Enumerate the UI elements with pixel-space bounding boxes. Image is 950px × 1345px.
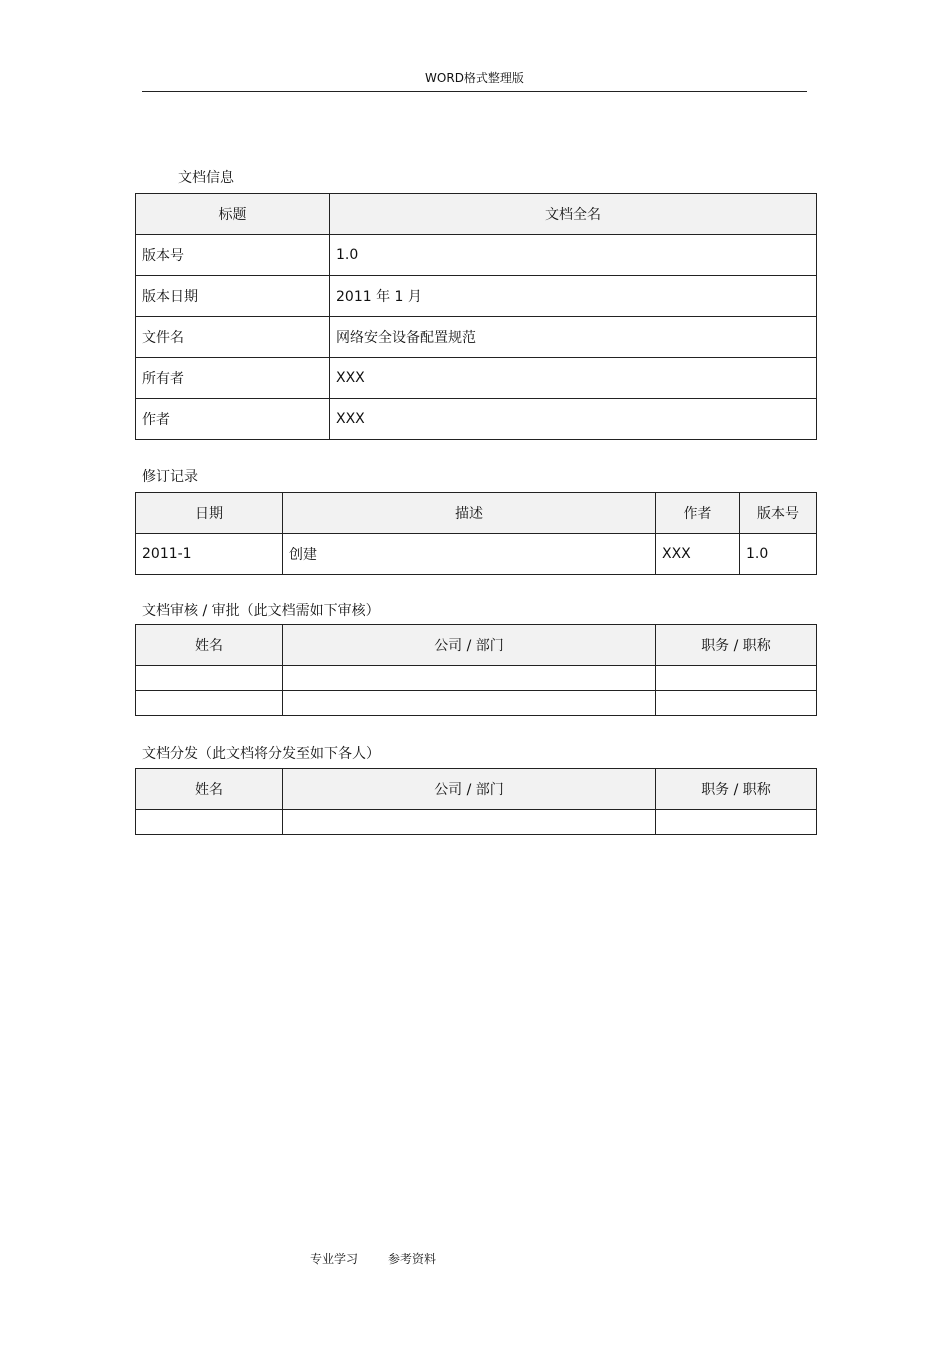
distribution-head-department: 公司 / 部门	[283, 769, 656, 810]
distribution-head-name: 姓名	[136, 769, 283, 810]
doc-info-value: XXX	[330, 399, 817, 440]
empty-cell	[656, 810, 817, 835]
empty-cell	[283, 810, 656, 835]
doc-info-label: 作者	[136, 399, 330, 440]
empty-cell	[656, 691, 817, 716]
revision-description: 创建	[283, 534, 656, 575]
table-row	[136, 317, 817, 358]
revision-header-row	[136, 493, 817, 534]
doc-info-label: 文件名	[136, 317, 330, 358]
table-row	[136, 691, 817, 716]
doc-info-value: 网络安全设备配置规范	[330, 317, 817, 358]
review-caption: 文档审核 / 审批（此文档需如下审核）	[142, 603, 380, 619]
revision-author: XXX	[656, 534, 740, 575]
revision-date: 2011-1	[136, 534, 283, 575]
distribution-caption: 文档分发（此文档将分发至如下各人）	[142, 746, 380, 762]
table-row	[136, 276, 817, 317]
header-divider	[142, 91, 807, 92]
empty-cell	[136, 691, 283, 716]
page-header-title: WORD格式整理版	[425, 71, 524, 85]
empty-cell	[136, 666, 283, 691]
doc-info-label: 所有者	[136, 358, 330, 399]
distribution-header-row	[136, 769, 817, 810]
revision-head-description: 描述	[283, 493, 656, 534]
table-row	[136, 534, 817, 575]
empty-cell	[136, 810, 283, 835]
doc-info-head-fullname: 文档全名	[330, 194, 817, 235]
table-row	[136, 235, 817, 276]
doc-info-value: XXX	[330, 358, 817, 399]
doc-info-label: 版本日期	[136, 276, 330, 317]
table-row	[136, 399, 817, 440]
table-row	[136, 810, 817, 835]
table-row	[136, 358, 817, 399]
revision-table	[135, 492, 817, 575]
doc-info-value: 1.0	[330, 235, 817, 276]
footer-right-text: 参考资料	[388, 1252, 437, 1266]
revision-version: 1.0	[740, 534, 817, 575]
revision-caption: 修订记录	[142, 469, 198, 485]
review-head-department: 公司 / 部门	[283, 625, 656, 666]
doc-info-value: 2011 年 1 月	[330, 276, 817, 317]
empty-cell	[656, 666, 817, 691]
doc-info-caption: 文档信息	[178, 170, 234, 186]
footer-left-text: 专业学习	[310, 1252, 359, 1266]
table-row	[136, 666, 817, 691]
distribution-head-title: 职务 / 职称	[656, 769, 817, 810]
review-head-title: 职务 / 职称	[656, 625, 817, 666]
distribution-table	[135, 768, 817, 835]
review-table	[135, 624, 817, 716]
review-header-row	[136, 625, 817, 666]
doc-info-label: 版本号	[136, 235, 330, 276]
revision-head-date: 日期	[136, 493, 283, 534]
review-head-name: 姓名	[136, 625, 283, 666]
empty-cell	[283, 666, 656, 691]
empty-cell	[283, 691, 656, 716]
doc-info-head-title: 标题	[136, 194, 330, 235]
doc-info-header-row	[136, 194, 817, 235]
revision-head-author: 作者	[656, 493, 740, 534]
doc-info-table	[135, 193, 817, 440]
revision-head-version: 版本号	[740, 493, 817, 534]
